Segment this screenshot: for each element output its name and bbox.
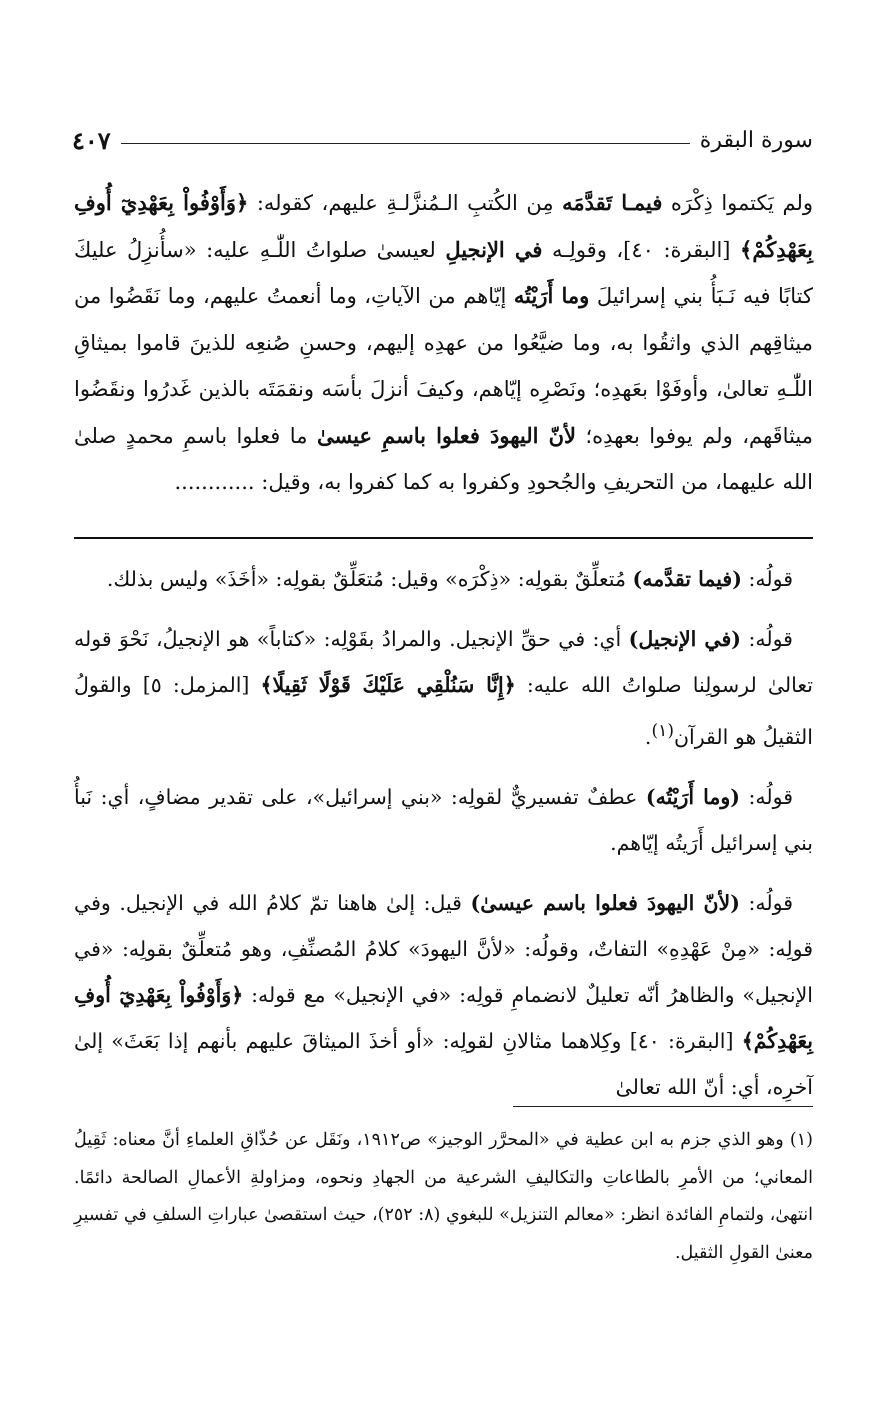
commentary-paragraph xyxy=(74,616,813,760)
commentary-paragraph xyxy=(74,880,813,1110)
footnote-divider xyxy=(513,1106,813,1107)
text-run: ولم يَكتموا ذِكْرَه xyxy=(662,191,813,215)
lemma: (لأنّ اليهودَ فعلوا باسم عيسىٰ) xyxy=(470,890,740,915)
commentary-paragraph xyxy=(74,556,813,602)
lemma: (في الإنجيل) xyxy=(628,627,742,651)
text-run: [البقرة: ٤٠] وكِلاهما مثالانِ لقولِه: «أو أخذَ الميثاقَ عليهم بأنهم إذا بَعَثَ» إلىٰ آخرِه، أي: أنّ الله تعالىٰ xyxy=(74,1028,813,1099)
keyword: لأنّ اليهودَ فعلوا باسمِ عيسىٰ xyxy=(316,422,576,448)
text-run: مُتعلِّقٌ بقولِه: «ذِكْرَه» وقيل: مُتعَلِّقٌ بقولِه: «أخَذَ» وليس بذلك. xyxy=(106,567,633,591)
text-run: قولُه: xyxy=(741,627,793,651)
footnote-1: (١) وهو الذي جزم به ابن عطية في «المحرَّر الوجيز» ص١٩١٢، ونَقَل عن حُذّاقِ العلماءِ أنَّ معناه: ثَقِيلُ المعاني؛ من الأمرِ بالطاعاتِ والتكاليفِ الشرعية من الجهادِ ونحوه، ومزاولةِ الأعمالِ الصالحة دائمًا. انتهىٰ، ولتمامِ الفائدة انظر: «معالم التنزيل» للبغوي (٨: ٢٥٢)، حيث استقصىٰ عباراتِ السلفِ في تفسيرِ معنىٰ القولِ الثقيل. xyxy=(74,1130,813,1263)
header-rule xyxy=(121,143,690,144)
text-run: أي: في حقِّ الإنجيل. والمرادُ بقَوْلِه: «كتاباً» هو الإنجيلُ، نَحْوَ قوله تعالىٰ لرسولِنا صلواتُ الله عليه: xyxy=(74,627,813,697)
commentary-paragraph xyxy=(74,774,813,866)
text-run: قولُه: xyxy=(739,890,793,915)
keyword: في الإنجيلِ xyxy=(445,236,543,262)
main-text xyxy=(74,180,813,506)
footnotes-section xyxy=(74,1122,813,1272)
quran-verse: ﴿وَأَوْفُواْ بِعَهْدِيٓ أُوفِ بِعَهْدِكُمْ﴾ xyxy=(74,982,813,1053)
text-run: [المزمل: ٥] والقولُ الثقيلُ هو القرآن xyxy=(74,673,813,749)
text-run: ما فعلوا باسمِ محمدٍ صلىٰ الله عليهما، من التحريفِ والجُحودِ وكفروا به كما كفروا به، وقيل: ............ xyxy=(74,423,813,494)
text-run: قولُه: xyxy=(740,784,794,809)
text-run: قيل: إلىٰ هاهنا تمّ كلامُ الله في الإنجيل. وفي قولِه: «مِنْ عَهْدِهِ» التفاتٌ، وقولُه: «لأنَّ اليهودَ» كلامُ المُصنِّفِ، وهو مُتعلِّقٌ بقولِه: «في الإنجيل» والظاهرُ أنّه تعليلٌ لانضمامِ قولِه: «في الإنجيل» مع قوله: xyxy=(74,890,814,1007)
footnote-ref[interactable]: (١) xyxy=(651,721,674,741)
main-paragraph xyxy=(74,180,813,506)
commentary-section xyxy=(74,556,813,1124)
text-run: إيّاهم من الآياتِ، وما أنعمتُ عليهم، وما نَقَضُوا من ميثاقِهم الذي واثقُوا به، وما ضيَّعُوا من عهدِه إليهم، وحسنِ صُنعِه للذينَ قاموا بميثاقِ اللّٰـهِ تعالىٰ، وأوفَوْا بعَهدِه؛ ونَصْرِه إيّاهم، وكيفَ أنزلَ بأسَه ونقمَتَه بالذين غَدرُوا ونقَضُوا ميثاقَهم، ولم يوفوا بعهدِه؛ xyxy=(74,284,813,448)
surah-title: سورة البقرة xyxy=(699,127,813,153)
text-run: [البقرة: ٤٠]، وقولِـه xyxy=(542,237,741,262)
text-run: لعيسىٰ صلواتُ اللّٰـهِ عليه: «سأُنزِلُ عليكَ كتابًا فيه نَـبَأُ بني إسرائيلَ xyxy=(74,237,814,308)
text-run: قولُه: xyxy=(741,567,793,591)
page-number: ٤٠٧ xyxy=(72,125,111,155)
main-divider xyxy=(74,537,813,539)
lemma: (فيما تقدَّمه) xyxy=(632,567,742,591)
text-run: . xyxy=(644,724,652,749)
text-run: عطفٌ تفسيريٌّ لقولِه: «بني إسرائيل»، على تقدير مضافٍ، أي: نَبأُ بني إسرائيل أَرَيتُه إيّاهم. xyxy=(74,784,813,855)
keyword: فيمـا تَقدَّمَه xyxy=(562,190,663,215)
quran-verse: ﴿إِنَّا سَنُلْقِي عَلَيْكَ قَوْلًا ثَقِيلًا﴾ xyxy=(260,673,516,697)
lemma: (وما أَرَيْتُه) xyxy=(645,784,740,809)
page-header xyxy=(72,120,813,160)
quran-verse: ﴿وَأَوْفُواْ بِعَهْدِيٓ أُوفِ بِعَهْدِكُمْ﴾ xyxy=(74,190,813,262)
text-run: مِن الكُتبِ الـمُنزَّلـةِ عليهم، كقوله: xyxy=(248,191,563,215)
keyword: وما أَرَيْتُه xyxy=(513,283,590,308)
